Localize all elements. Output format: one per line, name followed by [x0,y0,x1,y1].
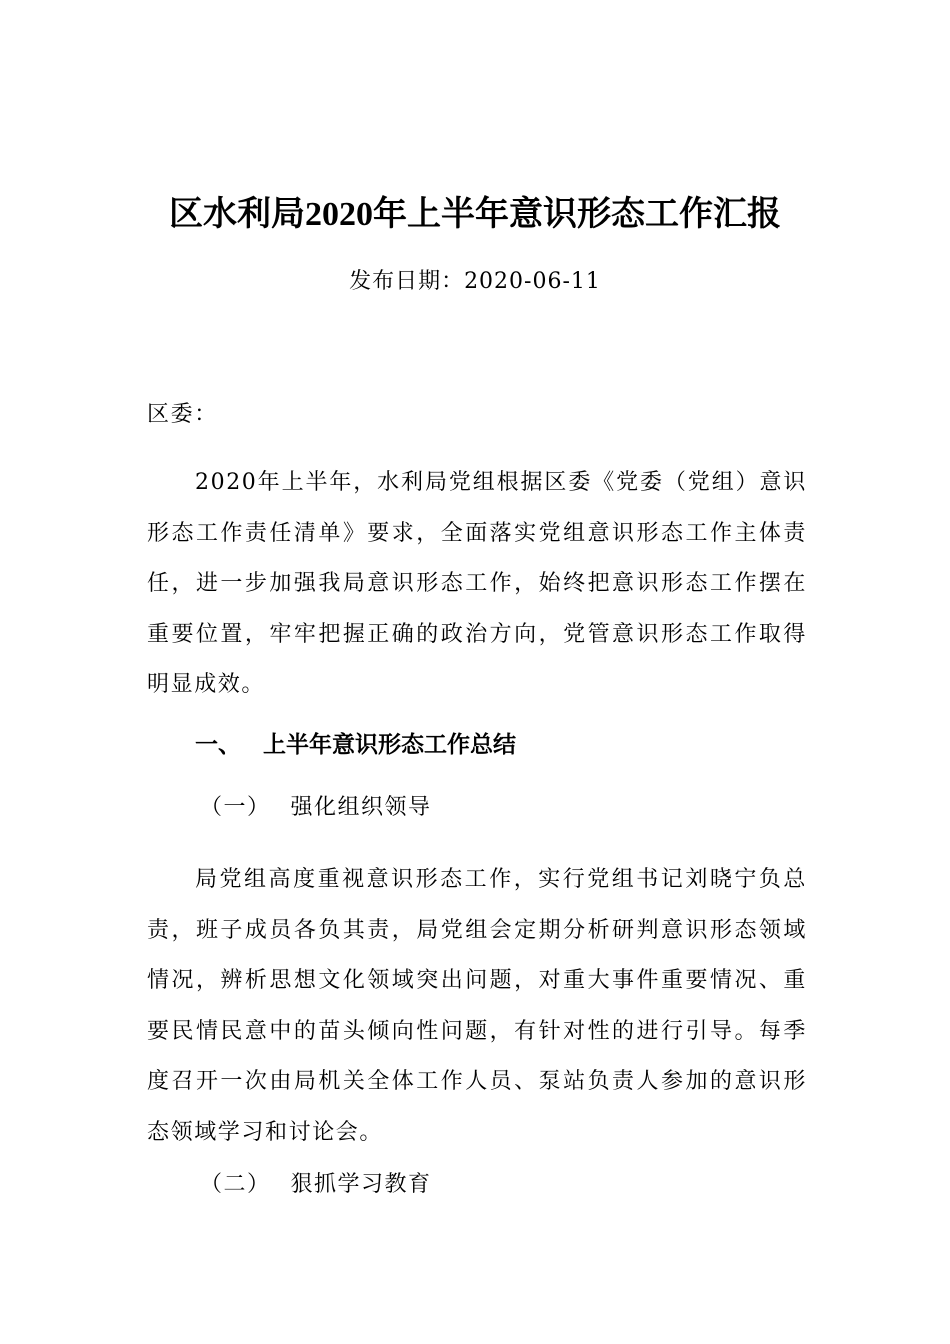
subsection-number: （一） [200,795,271,820]
intro-paragraph: 2020年上半年，水利局党组根据区委《党委（党组）意识形态工作责任清单》要求，全面落实党组意识形态工作主体责任，进一步加强我局意识形态工作，始终把意识形态工作摆在重要位置，牢牢把握正确的政治方向，党管意识形态工作取得明显成效。 [147,470,807,697]
section-number: 一、 [195,732,241,758]
subsection-heading [200,788,432,828]
section-heading [195,725,516,765]
document-title: 区水利局2020年上半年意识形态工作汇报 [169,196,781,233]
section-heading-text: 上半年意识形态工作总结 [263,732,516,758]
subsection-paragraph: 局党组高度重视意识形态工作，实行党组书记刘晓宁负总责，班子成员各负其责，局党组会定期分析研判意识形态领域情况，辨析思想文化领域突出问题，对重大事件重要情况、重要民情民意中的苗头倾向性问题，有针对性的进行引导。每季度召开一次由局机关全体工作人员、泵站负责人参加的意识形态领域学习和讨论会。 [147,867,807,1145]
subsection-heading-text: 狠抓学习教育 [290,1172,432,1197]
subsection-heading-text: 强化组织领导 [290,795,432,820]
salutation: 区委： [147,402,218,427]
subsection-heading [200,1165,432,1205]
subsection-number: （二） [200,1172,271,1197]
publish-date: 发布日期：2020-06-11 [349,269,601,294]
